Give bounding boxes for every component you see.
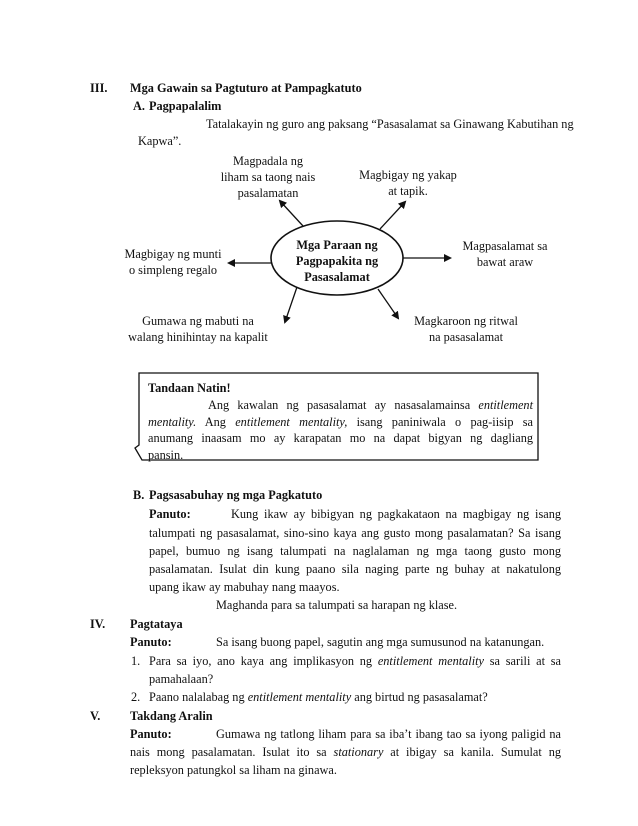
node-line: o simpleng regalo (128, 263, 218, 277)
tandaan-text: isang paniniwala o pag-iisip sa (347, 414, 534, 429)
node-line: liham sa taong nais (220, 170, 316, 184)
node-line: Magbigay ng yakap (359, 168, 457, 182)
subsection-a-title: Pagpapalalim (149, 99, 222, 113)
takdang-text: at ibigay sa kanila. Sumulat ng (383, 745, 561, 759)
node-line: na pasasalamat (428, 330, 504, 344)
section-v-title: Takdang Aralin (130, 709, 213, 723)
arrow-top (280, 201, 303, 226)
tandaan-italic: mentality. (148, 414, 197, 429)
tandaan-text: Ang (196, 414, 236, 429)
question-text: sa sarili at sa (484, 654, 562, 668)
panuto-label-iv: Panuto: (130, 635, 172, 649)
question-2-text (149, 690, 488, 705)
tandaan-italic: entitlement (478, 398, 533, 412)
takdang-text: nais mong pasalamatan. Isulat ito sa (130, 745, 334, 759)
tandaan-text: Ang kawalan ng pasasalamat ay nasasalamainsa (208, 398, 471, 412)
section-v-number: V. (90, 709, 101, 723)
node-left (112, 246, 234, 278)
node-line: Magpadala ng (233, 154, 303, 168)
arrow-topright (380, 202, 405, 229)
tandaan-line2 (148, 414, 533, 431)
node-line: Magkaroon ng ritwal (414, 314, 518, 328)
center-node-line: Pagpapakita ng (295, 254, 379, 268)
subsection-b-label: B. (133, 488, 145, 502)
b-line4: pasalamatan. Isulat din kung paano sila naging parte ng buhay at nakatulong (149, 562, 561, 576)
tandaan-body (148, 397, 533, 463)
question-italic: entitlement mentality (247, 690, 352, 704)
node-line: walang hinihintay na kapalit (128, 330, 268, 344)
tandaan-italic: entitlement mentality, (235, 414, 348, 429)
question-text: ang birtud ng pasasalamat? (351, 690, 488, 704)
b-line5: upang ikaw ay mabuhay nang maayos. (149, 580, 340, 594)
node-topright (347, 167, 469, 199)
node-line: at tapik. (388, 184, 428, 198)
tandaan-line4: pansin. (148, 447, 184, 462)
question-1-number: 1. (131, 654, 141, 668)
question-2-number: 2. (131, 690, 141, 704)
center-node-line: Pasasalamat (304, 270, 370, 284)
question-1-line2: pamahalaan? (149, 672, 214, 686)
takdang-line2 (130, 745, 561, 760)
b-line6: Maghanda para sa talumpati sa harapan ng klase. (216, 598, 458, 612)
subsection-a-label: A. (133, 99, 145, 113)
subsection-b-title: Pagsasabuhay ng mga Pagkatuto (149, 488, 323, 502)
b-line2: talumpati ng pasasalamat, sino-sino kaya ang gusto mong pasalamatan? Sa isang (149, 526, 561, 540)
node-top (212, 153, 324, 201)
tandaan-line1 (148, 397, 533, 414)
section-iv-title: Pagtataya (130, 617, 183, 631)
center-node-line: Mga Paraan ng (296, 238, 378, 252)
arrow-bottomright (378, 289, 398, 318)
section-iii-title: Mga Gawain sa Pagtuturo at Pampagkatuto (130, 81, 362, 95)
tandaan-title: Tandaan Natin! (148, 381, 231, 395)
section-iii-number: III. (90, 81, 108, 95)
question-text: Para sa iyo, ano kaya ang implikasyon ng (149, 654, 378, 668)
b-line1: Kung ikaw ay bibigyan ng pagkakataon na magbigay ng isang (231, 507, 561, 521)
node-bottomleft (113, 313, 283, 345)
pagtataya-instruction: Sa isang buong papel, sagutin ang mga sumusunod na katanungan. (216, 635, 545, 649)
node-bottomright (400, 313, 532, 345)
node-line: pasalamatan (237, 186, 299, 200)
panuto-label-b: Panuto: (149, 507, 191, 521)
node-right (445, 238, 565, 270)
tandaan-line3: anumang inaasam mo ay karapatan mo na dapat bigyan ng dagliang (148, 431, 533, 445)
panuto-label-v: Panuto: (130, 727, 172, 741)
node-line: Gumawa ng mabuti na (142, 314, 254, 328)
b-line3: papel, bumuo ng isang talumpati na naglalaman ng mga taong gusto mong (149, 544, 561, 558)
takdang-italic: stationary (333, 745, 384, 759)
arrow-bottomleft (285, 287, 297, 322)
takdang-line1: Gumawa ng tatlong liham para sa iba’t ibang tao sa iyong paligid na (216, 727, 561, 741)
section-iv-number: IV. (90, 617, 106, 631)
node-line: Magbigay ng munti (124, 247, 222, 261)
node-line: bawat araw (476, 255, 534, 269)
question-italic: entitlement mentality (377, 654, 484, 668)
question-text: Paano nalalabag ng (149, 690, 248, 704)
question-1-line1 (149, 654, 561, 669)
node-line: Magpasalamat sa (462, 239, 548, 253)
takdang-line3: repleksyon patungkol sa liham na ginawa. (130, 763, 337, 777)
pagpapalalim-text-line1: Tatalakayin ng guro ang paksang “Pasasalamat sa Ginawang Kabutihan ng (206, 117, 574, 131)
pagpapalalim-text-line2: Kapwa”. (138, 134, 182, 148)
center-node (281, 237, 393, 285)
